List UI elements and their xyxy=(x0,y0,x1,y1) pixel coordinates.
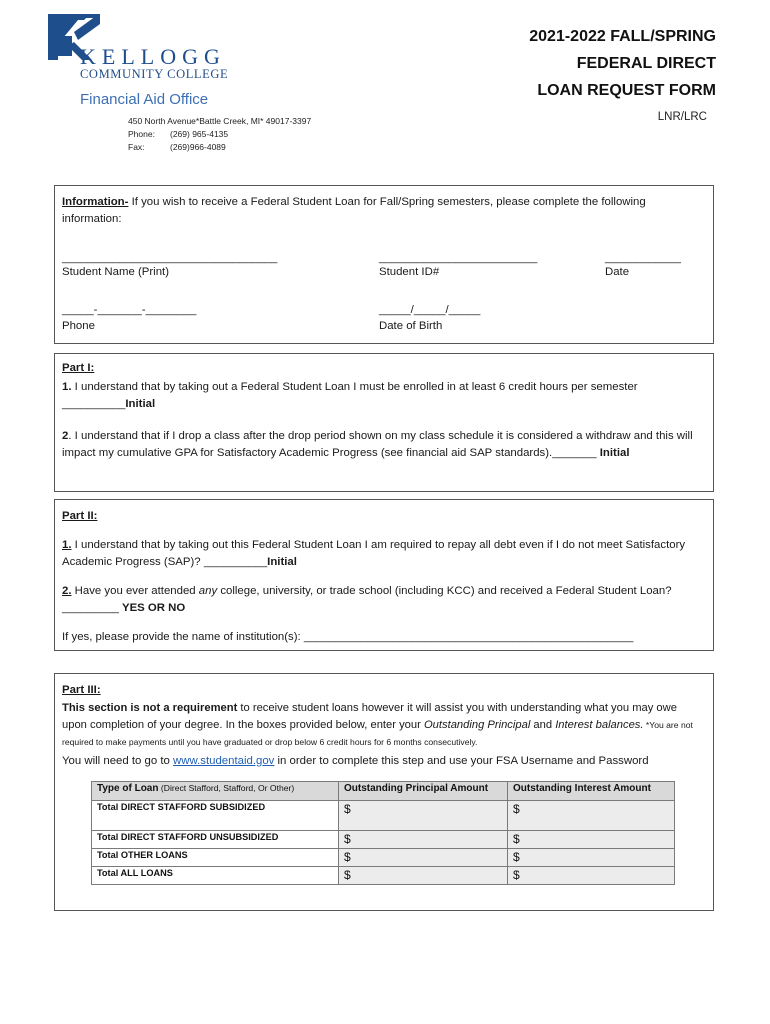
part3-note-small: *You are not required to make payments until you have graduated or drop below 6 credit hours for 6 months consecutively. xyxy=(62,720,693,747)
part2-section xyxy=(54,499,714,651)
part2-heading xyxy=(62,508,97,525)
part3-heading-text: Part III: xyxy=(62,684,101,696)
part1-item2-initial-field[interactable]: _______ xyxy=(552,447,597,459)
date-label: Date xyxy=(605,266,630,278)
loan-type-cell: Total DIRECT STAFFORD SUBSIDIZED xyxy=(92,801,339,831)
part1-item2 xyxy=(62,428,706,462)
part2-item1-initial-field[interactable]: __________ xyxy=(203,556,268,568)
part2-heading-text: Part II: xyxy=(62,510,98,522)
info-section xyxy=(54,185,714,344)
info-intro xyxy=(62,194,702,228)
part2-item1-num: 1. xyxy=(62,539,72,551)
part1-section xyxy=(54,353,714,492)
phone-field-label: Phone xyxy=(62,320,95,332)
part2-item1 xyxy=(62,537,704,571)
part1-item1-num: 1. xyxy=(62,381,72,393)
student-id-field[interactable]: _________________________ xyxy=(379,252,538,264)
address: 450 North Avenue*Battle Creek, MI* 49017-3397 xyxy=(128,116,312,126)
date-field[interactable]: ____________ xyxy=(605,252,682,264)
interest-input[interactable]: $ xyxy=(508,849,675,867)
part2-item2-yes-no: YES OR NO xyxy=(119,602,186,614)
col-type-header xyxy=(92,782,339,801)
col-type-sub: (Direct Stafford, Stafford, Or Other) xyxy=(158,783,295,793)
part3-goto xyxy=(62,753,712,770)
fax-label: Fax: xyxy=(128,142,145,152)
dob-field[interactable]: _____/_____/_____ xyxy=(379,304,481,316)
loan-type-cell: Total OTHER LOANS xyxy=(92,849,339,867)
logo-wordmark: KELLOGG xyxy=(80,44,226,69)
part1-item2-initial-label: Initial xyxy=(596,447,630,459)
part3-heading xyxy=(62,682,101,699)
table-row xyxy=(92,849,675,867)
principal-input[interactable]: $ xyxy=(339,831,508,849)
part3-goto-text-a: You will need to go to xyxy=(62,755,174,767)
form-title-line1: 2021-2022 FALL/SPRING xyxy=(529,28,716,45)
institution-prompt: If yes, please provide the name of institution(s): xyxy=(62,631,304,643)
col-interest-header: Outstanding Interest Amount xyxy=(508,782,675,801)
info-intro-text: If you wish to receive a Federal Student Loan for Fall/Spring semesters, please complete the following information: xyxy=(62,196,646,225)
part2-item1-text: I understand that by taking out this Federal Student Loan I am required to repay all debt even if I do not meet Satisfactory Academic Progress (SAP)? xyxy=(62,539,686,568)
form-title-line2: FEDERAL DIRECT xyxy=(576,55,716,72)
principal-input[interactable]: $ xyxy=(339,867,508,885)
part2-item2-answer-field[interactable]: _________ xyxy=(62,602,120,614)
table-row xyxy=(92,831,675,849)
part1-item2-num: 2 xyxy=(62,430,69,442)
table-row xyxy=(92,867,675,885)
loan-table-header xyxy=(92,782,675,801)
part1-heading xyxy=(62,360,94,377)
interest-input[interactable]: $ xyxy=(508,867,675,885)
part2-item2-num: 2. xyxy=(62,585,72,597)
part3-note-and: and xyxy=(530,719,556,731)
fax-number: (269)966-4089 xyxy=(170,142,226,152)
institution-row xyxy=(62,629,633,646)
phone-number: (269) 965-4135 xyxy=(170,129,229,139)
principal-input[interactable]: $ xyxy=(339,801,508,831)
student-name-field[interactable]: __________________________________ xyxy=(62,252,278,264)
principal-input[interactable]: $ xyxy=(339,849,508,867)
part3-note-bold: This section is not a requirement xyxy=(62,702,238,714)
loan-type-cell: Total ALL LOANS xyxy=(92,867,339,885)
part3-note-interest: Interest balances. xyxy=(555,719,644,731)
office-name: Financial Aid Office xyxy=(80,91,209,108)
col-principal-header: Outstanding Principal Amount xyxy=(339,782,508,801)
part3-note-principal: Outstanding Principal xyxy=(423,719,531,731)
interest-input[interactable]: $ xyxy=(508,801,675,831)
part1-heading-text: Part I: xyxy=(62,362,95,374)
part1-item1-text: I understand that by taking out a Federal Student Loan I must be enrolled in at least 6 credit hours per semester xyxy=(71,381,638,393)
student-id-label: Student ID# xyxy=(379,266,440,278)
student-name-label: Student Name (Print) xyxy=(62,266,169,278)
part2-item2 xyxy=(62,583,702,617)
part3-goto-text-b: in order to complete this step and use your FSA Username and Password xyxy=(274,755,649,767)
part1-item1-initial-label: Initial xyxy=(125,398,156,410)
form-title-line3: LOAN REQUEST FORM xyxy=(537,82,716,99)
interest-input[interactable]: $ xyxy=(508,831,675,849)
studentaid-link[interactable]: www.studentaid.gov xyxy=(173,755,275,767)
part2-item2-any: any xyxy=(198,585,218,597)
part1-item2-text: . I understand that if I drop a class after the drop period shown on my class schedule it is considered a withdraw and this will impact my cumulative GPA for Satisfactory Academic Progress (see financial aid SAP standards). xyxy=(62,430,693,459)
info-heading: Information- xyxy=(62,196,129,208)
loan-type-cell: Total DIRECT STAFFORD UNSUBSIDIZED xyxy=(92,831,339,849)
college-name: COMMUNITY COLLEGE xyxy=(80,67,229,81)
dob-label: Date of Birth xyxy=(379,320,443,332)
part1-item1 xyxy=(62,379,704,413)
part3-note xyxy=(62,700,704,751)
part2-item1-initial-label: Initial xyxy=(267,556,297,568)
part3-note-text: to receive student loans however it will assist you with understanding what you may owe upon completion of your degree. In the boxes provided below, enter your xyxy=(62,702,677,731)
fax-row xyxy=(128,142,226,152)
phone-field[interactable]: _____-_______-________ xyxy=(62,304,197,316)
form-code: LNR/LRC xyxy=(657,111,707,123)
loan-table xyxy=(91,781,675,885)
part2-item2-text-a: Have you ever attended xyxy=(71,585,199,597)
part2-item2-text-b: college, university, or trade school (including KCC) and received a Federal Student Loan? xyxy=(217,585,672,597)
phone-row xyxy=(128,129,228,139)
col-type-title: Type of Loan xyxy=(97,783,159,794)
part1-item1-initial-field[interactable]: __________ xyxy=(62,398,126,410)
phone-label: Phone: xyxy=(128,129,155,139)
table-row xyxy=(92,801,675,831)
institution-field[interactable]: ____________________________________________________ xyxy=(303,631,634,643)
